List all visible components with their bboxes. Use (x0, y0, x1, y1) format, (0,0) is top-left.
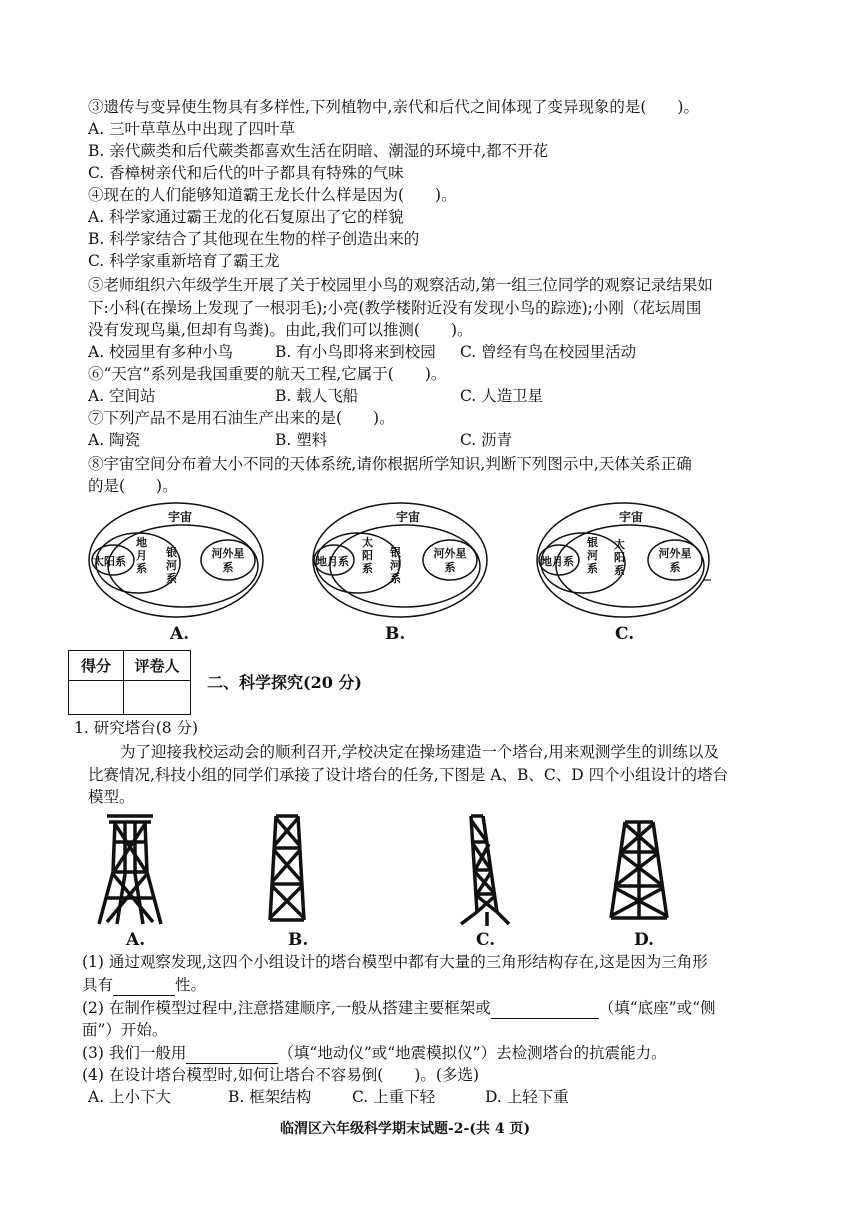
subq2-line-2: 面”）开始。 (82, 1021, 168, 1039)
score-header: 得分 (69, 651, 124, 681)
venn-diagram-c (535, 500, 715, 620)
q5-option-b: B. 有小鸟即将来到校园 (275, 343, 436, 361)
score-cell[interactable] (69, 681, 124, 715)
venn-diagram-a (88, 500, 268, 620)
answer-blank-1[interactable] (113, 975, 175, 996)
q3-option-c: C. 香樟树亲代和后代的叶子都具有特殊的气味 (88, 164, 404, 182)
q4-option-a: A. 科学家通过霸王龙的化石复原出了它的样貌 (88, 208, 404, 226)
subq3-suffix: （填“地动仪”或“地震模拟仪”）去检测塔台的抗震能力。 (278, 1044, 667, 1062)
q4-option-c: C. 科学家重新培育了霸王龙 (88, 252, 280, 270)
tower-b-label: B. (288, 930, 309, 950)
q4-option-b: B. 科学家结合了其他现在生物的样子创造出来的 (88, 230, 420, 248)
tower-d-label: D. (634, 930, 655, 950)
extragalactic-label: 河外星系 (211, 547, 245, 574)
earth-moon-system-label: 地月系 (316, 555, 349, 568)
reviewer-header: 评卷人 (124, 651, 191, 681)
q5-line-2: 下:小科(在操场上发现了一根羽毛);小亮(教学楼附近没有发现小鸟的踪迹);小刚（花坛周围 (88, 299, 702, 317)
subq3-prefix: (3) 我们一般用 (82, 1044, 187, 1062)
extragalactic-label: 河外星系 (433, 547, 467, 574)
study-paragraph-3: 模型。 (88, 788, 135, 806)
earth-moon-system-label: 地月系 (136, 536, 147, 575)
q8-line-2: 的是( )。 (88, 477, 178, 495)
answer-blank-3[interactable] (186, 1043, 278, 1064)
tower-model-a (95, 812, 165, 934)
q7-option-a: A. 陶瓷 (88, 431, 141, 449)
subq4-option-b: B. 框架结构 (228, 1088, 312, 1106)
extragalactic-label: 河外星系 (658, 547, 692, 574)
tower-model-d (605, 818, 673, 926)
tower-model-c (457, 812, 513, 934)
universe-label: 宇宙 (168, 510, 193, 524)
subq2-prefix: (2) 在制作模型过程中,注意搭建顺序,一般从搭建主要框架或 (82, 999, 491, 1017)
study-paragraph-2: 比赛情况,科技小组的同学们承接了设计塔台的任务,下图是 A、B、C、D 四个小组设计的塔台 (88, 766, 729, 784)
subq1-prefix: 具有 (82, 976, 114, 994)
q5-line-1: ⑤老师组织六年级学生开展了关于校园里小鸟的观察活动,第一组三位同学的观察记录结果如 (88, 276, 713, 294)
subq4-option-a: A. 上小下大 (88, 1088, 172, 1106)
diagram-b-label: B. (385, 624, 406, 644)
score-table (68, 650, 191, 715)
universe-label: 宇宙 (396, 510, 421, 524)
q7-stem: ⑦下列产品不是用石油生产出来的是( )。 (88, 409, 395, 427)
section-title: 二、科学探究(20 分) (207, 673, 362, 692)
q6-option-a: A. 空间站 (88, 387, 156, 405)
subq4-option-d: D. 上轻下重 (485, 1088, 569, 1106)
q3-option-b: B. 亲代蕨类和后代蕨类都喜欢生活在阴暗、潮湿的环境中,都不开花 (88, 142, 549, 160)
q7-option-b: B. 塑料 (275, 431, 328, 449)
page-footer: 临渭区六年级科学期末试题-2-(共 4 页) (280, 1121, 531, 1137)
q5-line-3: 没有发现鸟巢,但却有鸟粪)。由此,我们可以推测( )。 (88, 321, 473, 339)
universe-label: 宇宙 (619, 510, 644, 524)
subq4-stem: (4) 在设计塔台模型时,如何让塔台不容易倒( )。(多选) (82, 1066, 479, 1084)
q6-option-b: B. 载人飞船 (275, 387, 359, 405)
subq4-option-c: C. 上重下轻 (352, 1088, 436, 1106)
study-paragraph-1: 为了迎接我校运动会的顺利召开,学校决定在操场建造一个塔台,用来观测学生的训练以及 (120, 743, 719, 761)
subq2-suffix: （填“底座”或“侧 (598, 999, 716, 1017)
venn-diagram-b (310, 500, 490, 620)
tower-c-label: C. (476, 930, 496, 950)
q3-stem: ③遗传与变异使生物具有多样性,下列植物中,亲代和后代之间体现了变异现象的是( )。 (88, 98, 699, 116)
milky-way-label: 银河系 (587, 536, 598, 575)
tower-a-label: A. (126, 930, 146, 950)
diagram-c-label: C. (615, 624, 635, 644)
q5-option-a: A. 校园里有多种小鸟 (88, 343, 234, 361)
subq1-line-1: (1) 通过观察发现,这四个小组设计的塔台模型中都有大量的三角形结构存在,这是因为三角形 (82, 953, 708, 971)
diagram-a-label: A. (170, 624, 190, 644)
q6-stem: ⑥“天宫”系列是我国重要的航天工程,它属于( )。 (88, 365, 447, 383)
subq3-line (82, 1043, 667, 1064)
q8-line-1: ⑧宇宙空间分布着大小不同的天体系统,请你根据所学知识,判断下列图示中,天体关系正确 (88, 455, 692, 473)
q6-option-c: C. 人造卫星 (460, 387, 544, 405)
q7-option-c: C. 沥青 (460, 431, 513, 449)
q4-stem: ④现在的人们能够知道霸王龙长什么样是因为( )。 (88, 186, 457, 204)
reviewer-cell[interactable] (124, 681, 191, 715)
tower-model-b (262, 812, 312, 928)
q3-option-a: A. 三叶草草丛中出现了四叶草 (88, 120, 296, 138)
q5-option-c: C. 曾经有鸟在校园里活动 (460, 343, 637, 361)
subq1-suffix: 性。 (175, 976, 207, 994)
solar-system-label: 太阳系 (93, 555, 126, 568)
study-title: 1. 研究塔台(8 分) (74, 719, 199, 737)
solar-system-label: 太阳系 (614, 538, 625, 577)
milky-way-label: 银河系 (390, 546, 401, 585)
solar-system-label: 太阳系 (362, 536, 373, 575)
earth-moon-system-label: 地月系 (541, 555, 574, 568)
answer-blank-2[interactable] (491, 998, 599, 1019)
subq2-line-1 (82, 998, 716, 1019)
subq1-line-2 (82, 975, 206, 996)
milky-way-label: 银河系 (166, 546, 177, 585)
